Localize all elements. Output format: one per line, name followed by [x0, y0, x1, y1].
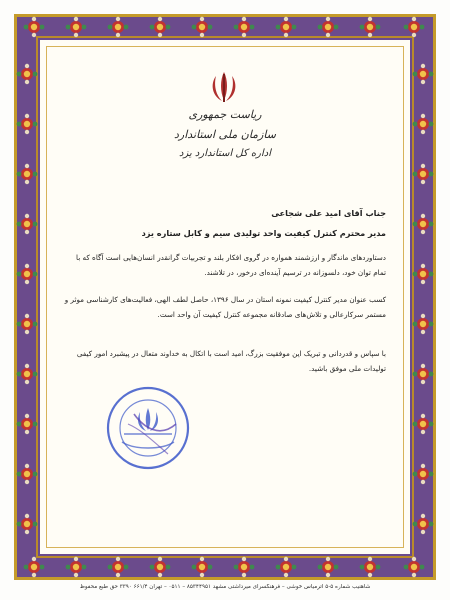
letter-paragraph-3: با سپاس و قدردانی و تبریک این موفقیت بزرگ، امید است با اتکال به خداوند متعال در پیشبرد امور کیفی تولیدات ملی موفق باشید. — [76, 349, 386, 373]
header-line-department: اداره کل استاندارد یزد — [178, 148, 272, 159]
letter-paragraph-1: دستاوردهای ماندگار و ارزشمند همواره در گروی افکار بلند و تجربیات گرانقدر انسان‌هایی است آگاه که با تمام توان خود، دلسوزانه در ترسیم آینده‌ای درخور، در تلاشند. — [76, 253, 386, 277]
iran-emblem-icon — [202, 70, 246, 104]
footer-printer-note: شاهنیب شماره ۵-۵ اترمیاس خوشی – فرهنگسرای میرداشتی مشهد ۸۵۳۴۴۹۵۱ – ۰۵۱۱ – تهران ۶۶۱/۴ ۳۳۹۰ حق طبع محفوظ — [79, 584, 371, 590]
official-stamp-icon — [104, 384, 192, 472]
letter-salutation: جناب آقای امید علی شجاعی — [271, 208, 386, 218]
letter-subject: مدیر محترم کنترل کیفیت واحد تولیدی سیم و کابل ستاره یزد — [141, 228, 386, 238]
header-line-organization: سازمان ملی استاندارد — [174, 128, 276, 141]
header-line-presidency: ریاست جمهوری — [188, 108, 262, 121]
letter-paragraph-2: کسب عنوان مدیر کنترل کیفیت نمونه استان در سال ۱۳۹۶، حاصل لطف الهی، فعالیت‌های کارشناسی موثر و مستمر سرکارعالی و تلاش‌های صادقانه مجموعه کنترل کیفیت آن واحد است. — [64, 295, 386, 319]
